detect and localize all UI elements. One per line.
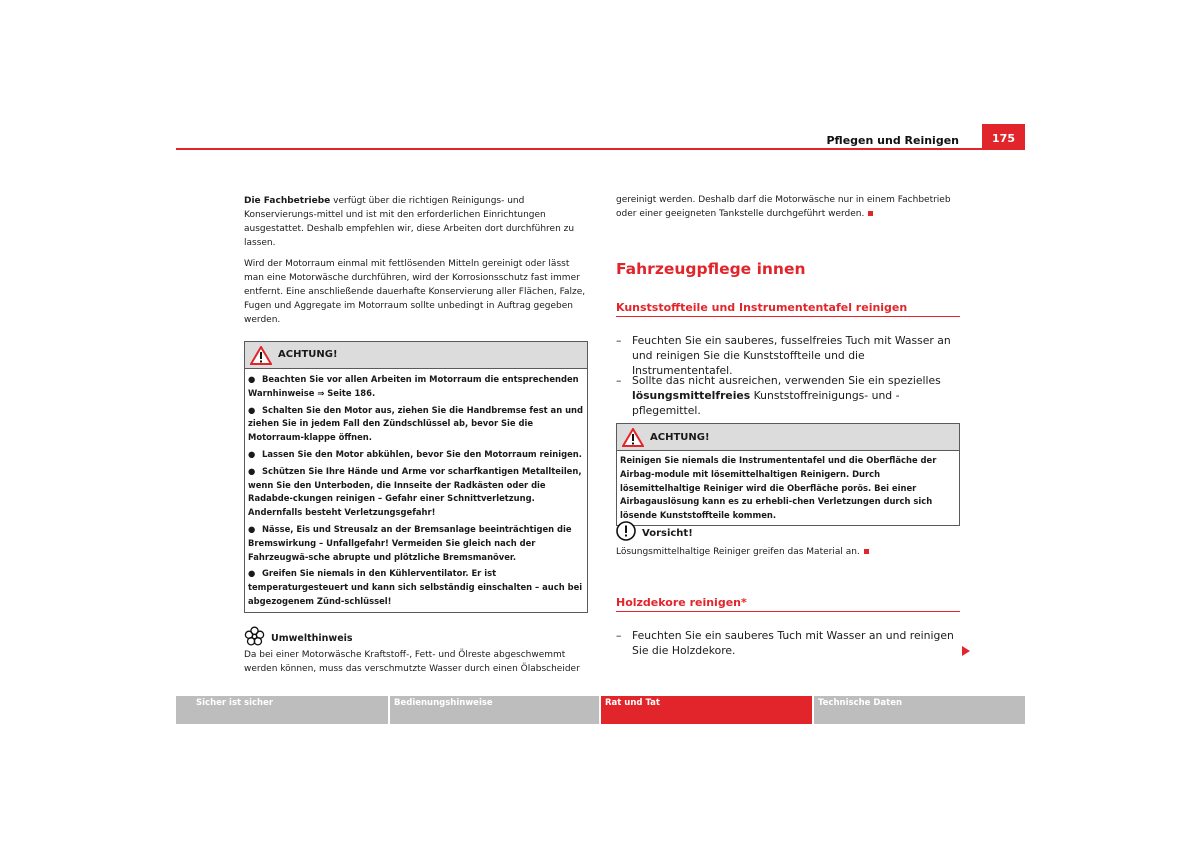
warning-body — [245, 369, 587, 612]
intro-text: verfügt über die richtigen Reinigungs- und Konservierungs-mittel und ist mit den erforderlichen Einrichtungen ausgestattet. Deshalb empfehlen wir, diese Arbeiten dort durchführen zu lassen. — [244, 196, 575, 248]
warning-box-engine — [244, 341, 588, 613]
bullet-icon: ● — [248, 404, 256, 415]
instruction-item: – Feuchten Sie ein sauberes, fusselfreies Tuch mit Wasser an und reinigen Sie die Kunststoffteile und die Instrumententafel. — [616, 334, 951, 377]
subheading-plastics: Kunststoffteile und Instrumententafel reinigen — [616, 301, 960, 317]
section-title: Fahrzeugpflege innen — [616, 260, 806, 278]
footer-tab-rat-und-tat[interactable]: Rat und Tat — [601, 696, 812, 724]
warning-header — [245, 342, 587, 369]
footer-tab-technische-daten[interactable]: Technische Daten — [814, 696, 1025, 724]
header-rule — [176, 148, 1025, 150]
end-mark-icon — [864, 549, 869, 554]
page-number: 175 — [982, 124, 1025, 150]
dash-marker: – — [616, 374, 622, 387]
running-header-title: Pflegen und Reinigen — [826, 134, 959, 147]
end-mark-icon — [868, 211, 873, 216]
bullet-icon: ● — [248, 523, 256, 534]
instruction-item: – Sollte das nicht ausreichen, verwenden Sie ein spezielles lösungsmittelfreies Kunststoffreinigungs- und -pflegemittel. — [616, 374, 941, 417]
caution-note — [616, 521, 960, 559]
left-column — [244, 194, 588, 676]
warning-label: ACHTUNG! — [278, 349, 338, 360]
warning-item: ● Lassen Sie den Motor abkühlen, bevor Sie den Motorraum reinigen. — [248, 448, 583, 462]
dash-marker: – — [616, 334, 622, 347]
bullet-icon: ● — [248, 568, 256, 579]
warning-text: Reinigen Sie niemals die Instrumententafel und die Oberfläche der Airbag-module mit lösemittelhaltigen Reinigern. Durch lösemittelhaltige Reiniger wird die Oberfläche porös. Bei einer Airbagauslösung kann es zu erhebli-chen Verletzungen durch sich lösende Kunststoffteile kommen. — [620, 455, 937, 521]
continuation-paragraph: gereinigt werden. Deshalb darf die Motorwäsche nur in einem Fachbetrieb oder einer geeigneten Tankstelle durchgeführt werden. — [616, 195, 951, 219]
warning-box-airbag — [616, 423, 960, 526]
warning-label: ACHTUNG! — [650, 431, 710, 443]
environment-note-text: Da bei einer Motorwäsche Kraftstoff-, Fett- und Ölreste abgeschwemmt werden können, muss das verschmutzte Wasser durch einen Ölabscheider — [244, 649, 580, 674]
warning-item: ● Schützen Sie Ihre Hände und Arme vor scharfkantigen Metallteilen, wenn Sie den Unterboden, die Innseite der Radkästen oder die Radabde-ckungen reinigen – Gefahr einer Schnittverletzung. Andernfalls besteht Verletzungsgefahr! — [248, 465, 582, 518]
intro-paragraph — [244, 194, 588, 250]
instruction-item: – Feuchten Sie ein sauberes Tuch mit Wasser an und reinigen Sie die Holzdekore. — [616, 629, 954, 657]
warning-item: ● Schalten Sie den Motor aus, ziehen Sie die Handbremse fest an und ziehen Sie in jedem Fall den Zündschlüssel ab, bevor Sie die Motorraum-klappe öffnen. — [248, 404, 583, 443]
right-column-top — [616, 193, 960, 233]
continue-arrow-icon — [962, 646, 970, 656]
environment-note-label: Umwelthinweis — [271, 632, 353, 644]
subheading-wood: Holzdekore reinigen* — [616, 596, 960, 612]
warning-item: ● Greifen Sie niemals in den Kühlerventilator. Er ist temperaturgesteuert und kann sich selbständig einschalten – auch bei abgezogenem Zünd-schlüssel! — [248, 568, 583, 606]
bullet-icon: ● — [248, 448, 256, 459]
warning-item: ● Nässe, Eis und Streusalz an der Bremsanlage beeinträchtigen die Bremswirkung – Unfallgefahr! Vermeiden Sie gleich nach der Fahrzeugwä-sche abrupte und plötzliche Bremsmanöver. — [248, 523, 572, 562]
engine-wash-paragraph: Wird der Motorraum einmal mit fettlösenden Mitteln gereinigt oder lässt man eine Motorwäsche durchführen, wird der Korrosionsschutz fast immer entfernt. Eine anschließende dauerhafte Konservierung aller Flächen, Falze, Fugen und Aggregate im Motorraum sollte unbedingt in Auftrag gegeben werden. — [244, 259, 586, 325]
intro-bold: Die Fachbetriebe — [244, 196, 331, 206]
warning-header — [617, 424, 959, 451]
bullet-icon: ● — [248, 465, 256, 476]
bullet-icon: ● — [248, 374, 256, 384]
flower-icon — [244, 626, 265, 647]
environment-note-header — [244, 626, 588, 647]
caution-text: Lösungsmittelhaltige Reiniger greifen das Material an. — [616, 545, 960, 559]
warning-triangle-icon — [622, 428, 644, 447]
footer-tab-sicher[interactable]: Sicher ist sicher — [176, 696, 388, 724]
exclamation-circle-icon — [616, 521, 636, 541]
warning-item: ● Beachten Sie vor allen Arbeiten im Motorraum die entsprechenden Warnhinweise ⇒ Seite 186. — [248, 374, 579, 398]
dash-marker: – — [616, 629, 622, 642]
warning-triangle-icon — [250, 346, 272, 365]
caution-label: Vorsicht! — [642, 528, 693, 539]
footer-tab-bedienung[interactable]: Bedienungshinweise — [390, 696, 599, 724]
